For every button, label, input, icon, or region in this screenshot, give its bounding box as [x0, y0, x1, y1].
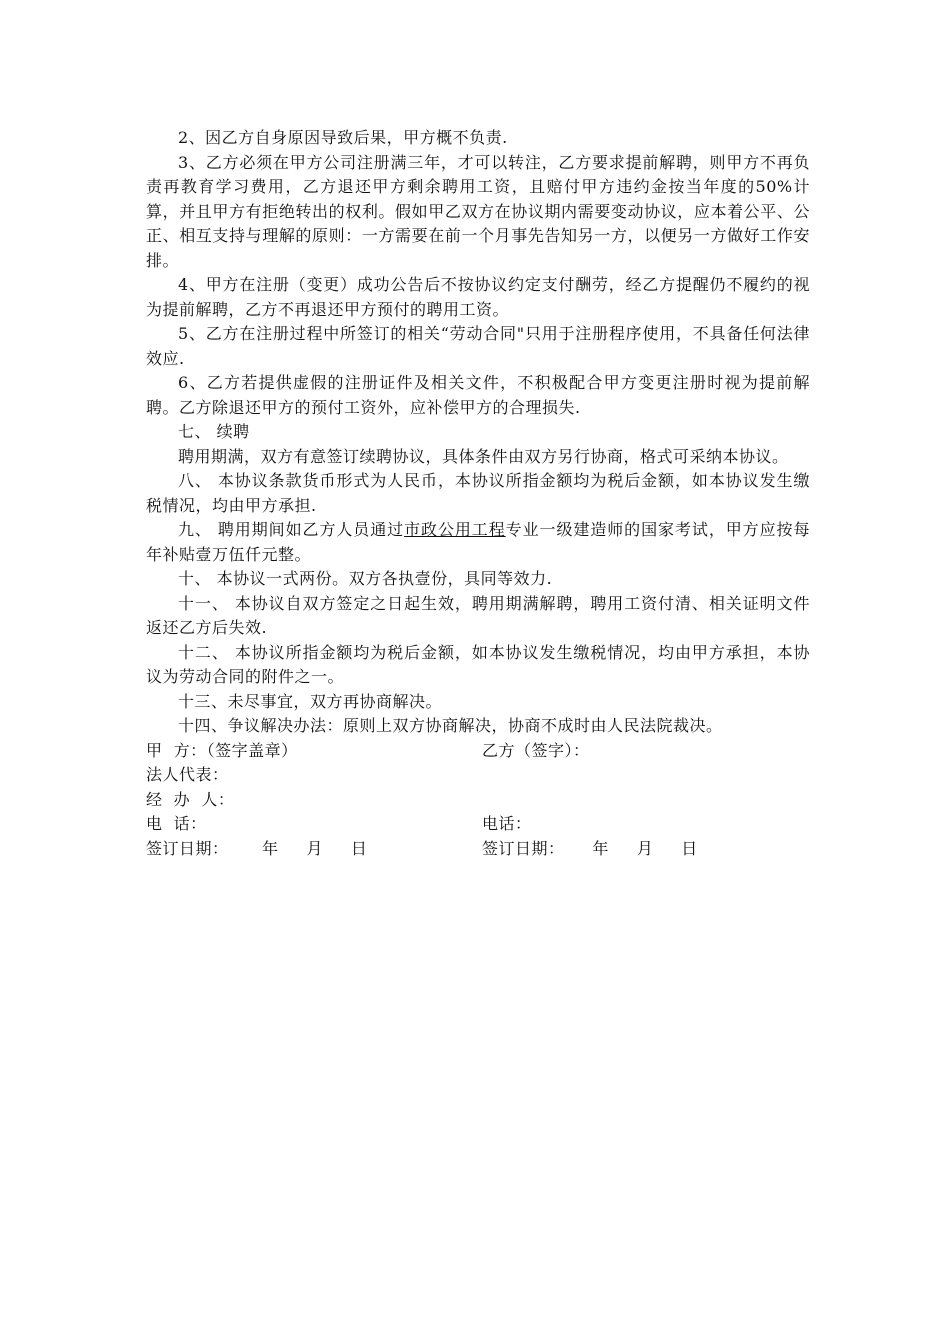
section-12: 十二、 本协议所指金额均为税后金额，如本协议发生缴税情况，均由甲方承担，本协议为劳动合同的附件之一。 — [146, 642, 810, 686]
clause-p4: 4、甲方在注册（变更）成功公告后不按协议约定支付酬劳，经乙方提醒仍不履约的视为提前解聘，乙方不再退还甲方预付的聘用工资。 — [146, 275, 810, 319]
section-9-pre: 九、 聘用期间如乙方人员通过 — [178, 520, 405, 539]
signature-block — [146, 739, 810, 862]
clause-p2: 2、因乙方自身原因导致后果，甲方概不负责. — [178, 128, 508, 147]
section-7-body: 聘用期满，双方有意签订续聘协议，具体条件由双方另行协商，格式可采纳本协议。 — [178, 446, 789, 466]
section-13: 十三、未尽事宜，双方再协商解决。 — [178, 691, 443, 711]
signature-row-parties — [146, 739, 810, 764]
phone-b-label: 电话： — [482, 814, 532, 833]
party-a-label: 甲 方：（签字盖章） — [146, 740, 298, 760]
section-11: 十一、 本协议自双方签定之日起生效，聘用期满解聘，聘用工资付清、相关证明文件返还乙方后失效. — [146, 593, 810, 637]
legal-rep-label: 法人代表： — [146, 765, 229, 784]
section-10: 十、 本协议一式两份。双方各执壹份，具同等效力. — [178, 569, 553, 588]
party-b-label: 乙方（签字）： — [482, 740, 590, 760]
clause-p6: 6、乙方若提供虚假的注册证件及相关文件，不积极配合甲方变更注册时视为提前解聘。乙方除退还甲方的预付工资外，应补偿甲方的合理损失. — [146, 373, 810, 417]
date-b-label: 签订日期： 年 月 日 — [482, 838, 698, 858]
handler-label: 经 办 人： — [146, 789, 235, 809]
signature-row-phone — [146, 812, 810, 837]
clause-p5: 5、乙方在注册过程中所签订的相关“劳动合同"只用于注册程序使用，不具备任何法律效应. — [146, 324, 810, 368]
phone-a-label: 电 话： — [146, 814, 207, 833]
section-8: 八、 本协议条款货币形式为人民币，本协议所指金额均为税后金额，如本协议发生缴税情况，均由甲方承担. — [146, 471, 810, 515]
date-a-label: 签订日期： 年 月 日 — [146, 838, 368, 858]
signature-row-date — [146, 837, 810, 862]
document-page — [146, 126, 810, 861]
signature-row-legal-rep — [146, 763, 810, 788]
section-7-title: 七、 续聘 — [178, 422, 250, 441]
section-9-specialty: 市政公用工程 — [404, 520, 506, 539]
section-9-post: 专业一级建造师的国家考试，甲方应按每年补贴壹万伍仟元整。 — [146, 520, 810, 564]
section-9 — [146, 518, 810, 567]
section-14: 十四、争议解决办法：原则上双方协商解决，协商不成时由人民法院裁决。 — [178, 716, 723, 735]
clause-p3: 3、乙方必须在甲方公司注册满三年，才可以转注，乙方要求提前解聘，则甲方不再负责再教育学习费用，乙方退还甲方剩余聘用工资，且赔付甲方违约金按当年度的50%计算，并且甲方有拒绝转出的权利。假如甲乙双方在协议期内需要变动协议，应本着公平、公正、相互支持与理解的原则：一方需要在前一个月事先告知另一方，以便另一方做好工作安排。 — [146, 152, 810, 270]
signature-row-handler — [146, 788, 810, 813]
